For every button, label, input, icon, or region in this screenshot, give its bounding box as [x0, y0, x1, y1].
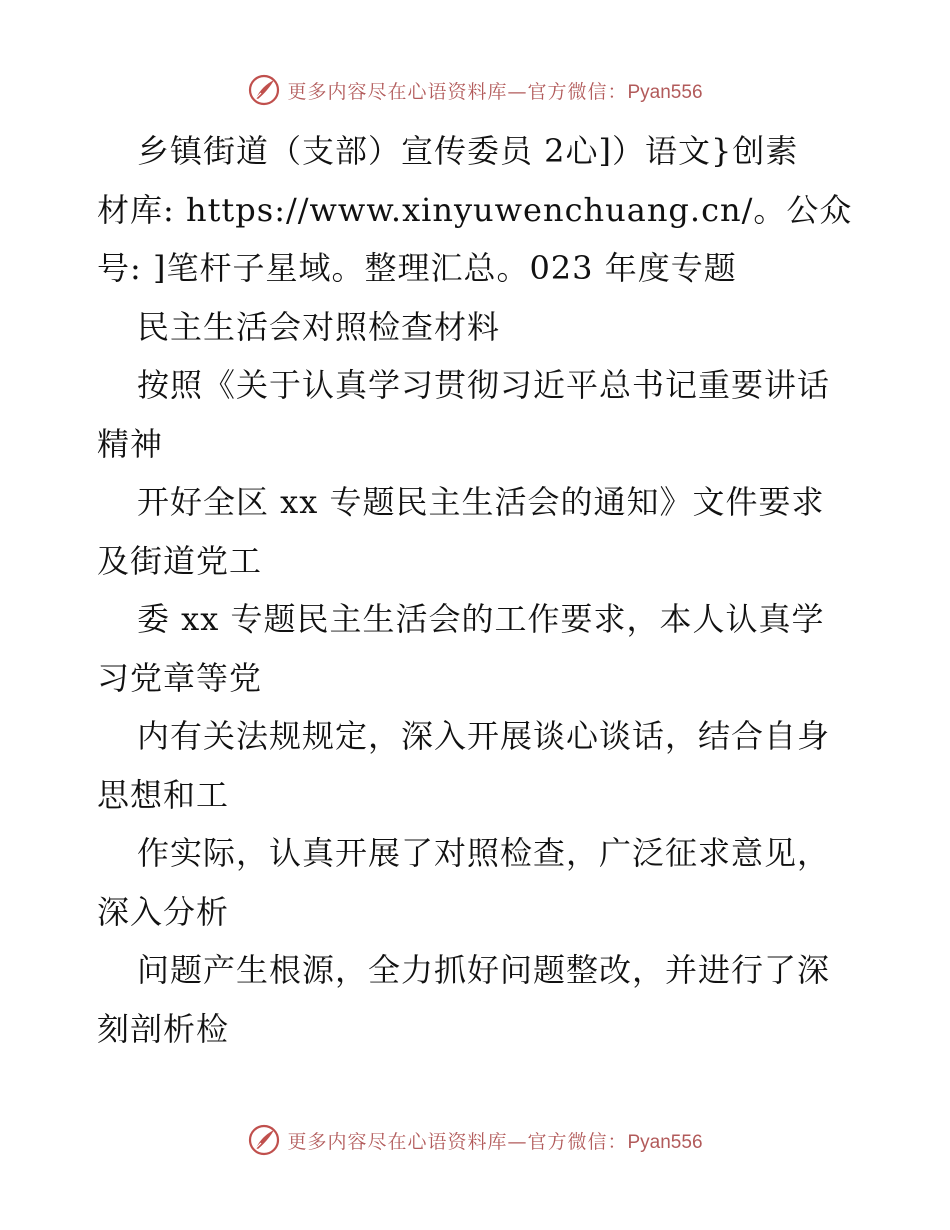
watermark-text: 更多内容尽在心语资料库—官方微信：Pyan556: [287, 1130, 703, 1153]
body-line: 问题产生根源，全力抓好问题整改，并进行了深: [137, 951, 831, 989]
body-line: 内有关法规规定，深入开展谈心谈话，结合自身: [137, 717, 831, 755]
watermark-text: 更多内容尽在心语资料库—官方微信：Pyan556: [287, 80, 703, 103]
body-line: 按照《关于认真学习贯彻习近平总书记重要讲话: [137, 366, 831, 404]
body-line: 材库: https://www.xinyuwenchuang.cn/。公众: [97, 190, 853, 229]
body-line: 号: ]笔杆子星域。整理汇总。023 年度专题: [97, 249, 737, 287]
body-line: 精神: [97, 424, 164, 463]
body-line: 开好全区 xx 专题民主生活会的通知》文件要求: [137, 483, 825, 521]
body-line: 思想和工: [97, 775, 230, 814]
body-line: 作实际，认真开展了对照检查，广泛征求意见，: [137, 834, 831, 872]
body-line: 委 xx 专题民主生活会的工作要求，本人认真学: [137, 600, 825, 638]
document-body: [97, 122, 857, 1058]
document-title: 民主生活会对照检查材料: [137, 307, 501, 346]
body-line: 刻剖析检: [97, 1009, 230, 1048]
body-line: 乡镇街道（支部）宣传委员 2心]）语文}创素: [137, 132, 799, 170]
body-line: 深入分析: [97, 892, 230, 931]
header-watermark: [0, 70, 950, 110]
body-line: 及街道党工: [97, 541, 263, 580]
feather-pen-logo-icon: [247, 1123, 281, 1157]
feather-pen-logo-icon: [247, 73, 281, 107]
footer-watermark: [0, 1120, 950, 1160]
body-line: 习党章等党: [97, 658, 263, 697]
